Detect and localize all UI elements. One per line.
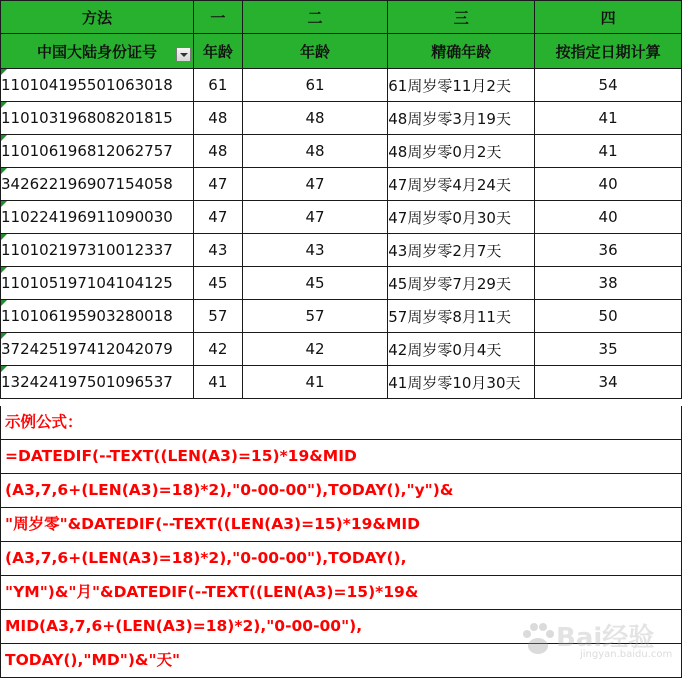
table-row: [1, 201, 682, 234]
age-by-date-cell[interactable]: 41: [535, 102, 682, 135]
exact-age-cell[interactable]: 48周岁零0月2天: [388, 135, 535, 168]
id-cell[interactable]: 132424197501096537: [1, 366, 194, 399]
id-cell[interactable]: 110102197310012337: [1, 234, 194, 267]
header-cell[interactable]: 二: [242, 1, 387, 34]
age-by-date-cell[interactable]: 54: [535, 69, 682, 102]
age-method1-cell[interactable]: 43: [193, 234, 242, 267]
header-cell[interactable]: 精确年龄: [388, 34, 535, 69]
age-method1-cell[interactable]: 57: [193, 300, 242, 333]
formula-line[interactable]: MID(A3,7,6+(LEN(A3)=18)*2),"0-00-00"),: [0, 610, 682, 644]
filter-dropdown-button[interactable]: [176, 47, 191, 62]
exact-age-cell[interactable]: 41周岁零10月30天: [388, 366, 535, 399]
table-row: [1, 333, 682, 366]
age-method1-cell[interactable]: 48: [193, 135, 242, 168]
table-row: [1, 234, 682, 267]
age-by-date-cell[interactable]: 38: [535, 267, 682, 300]
age-method1-cell[interactable]: 61: [193, 69, 242, 102]
id-cell[interactable]: 342622196907154058: [1, 168, 194, 201]
header-cell[interactable]: 一: [193, 1, 242, 34]
age-method1-cell[interactable]: 42: [193, 333, 242, 366]
formula-line[interactable]: =DATEDIF(--TEXT((LEN(A3)=15)*19&MID: [0, 440, 682, 474]
age-by-date-cell[interactable]: 50: [535, 300, 682, 333]
age-method2-cell[interactable]: 45: [242, 267, 387, 300]
formula-line[interactable]: TODAY(),"MD")&"天": [0, 644, 682, 678]
age-method1-cell[interactable]: 48: [193, 102, 242, 135]
exact-age-cell[interactable]: 61周岁零11月2天: [388, 69, 535, 102]
header-label: 中国大陆身份证号: [36, 42, 157, 61]
table-row: [1, 300, 682, 333]
exact-age-cell[interactable]: 47周岁零0月30天: [388, 201, 535, 234]
id-cell[interactable]: 110103196808201815: [1, 102, 194, 135]
age-method2-cell[interactable]: 57: [242, 300, 387, 333]
header-row-method: [1, 1, 682, 34]
age-by-date-cell[interactable]: 34: [535, 366, 682, 399]
header-cell[interactable]: 四: [535, 1, 682, 34]
age-by-date-cell[interactable]: 40: [535, 201, 682, 234]
formula-heading[interactable]: 示例公式：: [0, 406, 682, 440]
age-by-date-cell[interactable]: 41: [535, 135, 682, 168]
formula-line[interactable]: "周岁零"&DATEDIF(--TEXT((LEN(A3)=15)*19&MID: [0, 508, 682, 542]
age-by-date-cell[interactable]: 36: [535, 234, 682, 267]
watermark-logo: [518, 615, 673, 663]
id-cell[interactable]: 372425197412042079: [1, 333, 194, 366]
formula-line[interactable]: (A3,7,6+(LEN(A3)=18)*2),"0-00-00"),TODAY(),"y")&: [0, 474, 682, 508]
age-method2-cell[interactable]: 48: [242, 135, 387, 168]
header-cell[interactable]: 年龄: [242, 34, 387, 69]
age-method2-cell[interactable]: 48: [242, 102, 387, 135]
age-by-date-cell[interactable]: 40: [535, 168, 682, 201]
paw-icon: [518, 619, 558, 659]
table-row: [1, 69, 682, 102]
exact-age-cell[interactable]: 45周岁零7月29天: [388, 267, 535, 300]
table-row: [1, 168, 682, 201]
age-by-date-cell[interactable]: 35: [535, 333, 682, 366]
header-cell[interactable]: 年龄: [193, 34, 242, 69]
age-method1-cell[interactable]: 45: [193, 267, 242, 300]
exact-age-cell[interactable]: 43周岁零2月7天: [388, 234, 535, 267]
exact-age-cell[interactable]: 48周岁零3月19天: [388, 102, 535, 135]
watermark-url: jingyan.baidu.com: [580, 649, 673, 660]
table-row: [1, 135, 682, 168]
header-cell[interactable]: 方法: [1, 1, 194, 34]
header-cell[interactable]: 三: [388, 1, 535, 34]
id-cell[interactable]: 110104195501063018: [1, 69, 194, 102]
age-method1-cell[interactable]: 47: [193, 201, 242, 234]
watermark-text: Bai经验: [556, 623, 655, 653]
header-cell-id[interactable]: [1, 34, 194, 69]
formula-line[interactable]: "YM")&"月"&DATEDIF(--TEXT((LEN(A3)=15)*19&: [0, 576, 682, 610]
age-method2-cell[interactable]: 43: [242, 234, 387, 267]
exact-age-cell[interactable]: 57周岁零8月11天: [388, 300, 535, 333]
table-row: [1, 102, 682, 135]
age-method2-cell[interactable]: 41: [242, 366, 387, 399]
id-cell[interactable]: 110224196911090030: [1, 201, 194, 234]
exact-age-cell[interactable]: 47周岁零4月24天: [388, 168, 535, 201]
exact-age-cell[interactable]: 42周岁零0月4天: [388, 333, 535, 366]
id-cell[interactable]: 110106196812062757: [1, 135, 194, 168]
formula-line[interactable]: (A3,7,6+(LEN(A3)=18)*2),"0-00-00"),TODAY(),: [0, 542, 682, 576]
age-method2-cell[interactable]: 47: [242, 201, 387, 234]
table-row: [1, 267, 682, 300]
age-method1-cell[interactable]: 47: [193, 168, 242, 201]
age-method2-cell[interactable]: 42: [242, 333, 387, 366]
id-cell[interactable]: 110105197104104125: [1, 267, 194, 300]
header-cell[interactable]: 按指定日期计算: [535, 34, 682, 69]
age-method1-cell[interactable]: 41: [193, 366, 242, 399]
age-method2-cell[interactable]: 61: [242, 69, 387, 102]
header-row-columns: [1, 34, 682, 69]
id-cell[interactable]: 110106195903280018: [1, 300, 194, 333]
table-row: [1, 366, 682, 399]
age-method2-cell[interactable]: 47: [242, 168, 387, 201]
